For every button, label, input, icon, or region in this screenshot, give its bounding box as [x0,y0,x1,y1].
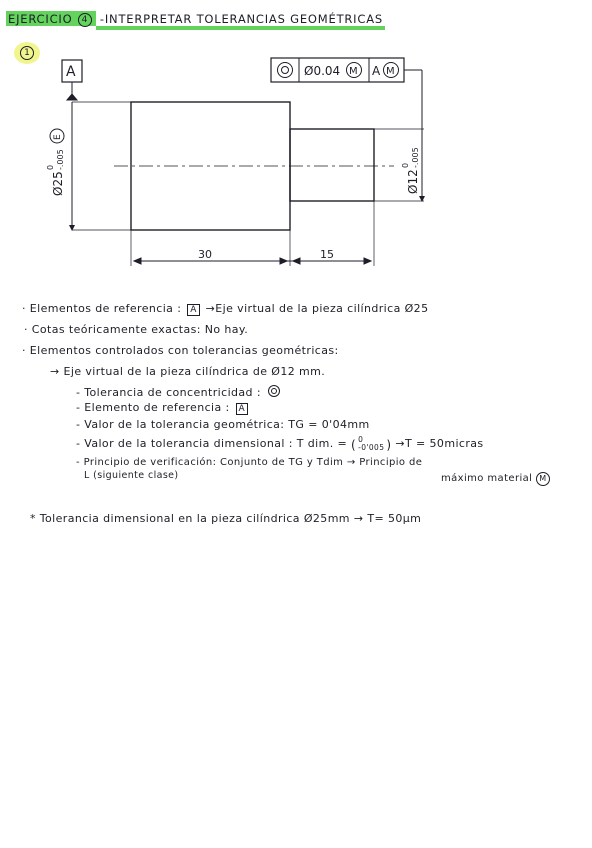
section-number: 1 [20,46,34,60]
note-dimensional-label: - Valor de la tolerancia dimensional : T dim. = [76,437,348,450]
note-max-material [441,472,550,486]
note-reference-desc: →Eje virtual de la pieza cilíndrica Ø25 [205,302,429,315]
note-next-class: L (siguiente clase) [84,470,179,481]
left-dim-upper: 0 [46,164,55,170]
envelope-letter: E [53,134,63,140]
left-dim-lower: -.005 [56,149,65,170]
note-reference-box: A [187,304,200,316]
note-virtual-axis: → Eje virtual de la pieza cilíndrica de Ø12 mm. [50,365,326,378]
len-arrow-right [364,258,371,264]
datum-letter: A [66,64,76,80]
exercise-label: EJERCICIO [8,12,73,26]
len-arrow-mid-r [293,258,300,264]
fcf-modifier: M [349,66,358,77]
left-dim-nominal: Ø25 [51,171,65,196]
exercise-number: 4 [78,13,92,27]
technical-drawing [0,0,592,300]
note-reference-element-label: - Elemento de referencia : [76,401,230,414]
note-reference-element-box: A [236,403,249,415]
note-verification: - Principio de verificación: Conjunto de TG y Tdim → Principio de [76,457,423,468]
tolerance-bracket: ( 0 -0'005 ) [351,435,392,452]
tol-upper: 0 [358,435,364,444]
right-dim-lower: -.005 [411,147,420,168]
tol-lower: -0'005 [358,443,385,452]
note-reference-label: · Elementos de referencia : [22,302,182,315]
right-dim-nominal: Ø12 [406,169,420,194]
datum-triangle [67,94,77,100]
fcf-tolerance: Ø0.04 [304,64,341,78]
len-small-value: 15 [320,248,334,261]
max-material-modifier: M [536,472,550,486]
concentricity-icon [268,385,280,397]
len-arrow-mid-l [280,258,287,264]
concentricity-inner-icon [282,67,289,74]
exercise-title: -INTERPRETAR TOLERANCIAS GEOMÉTRICAS [96,12,385,30]
note-dimensional-result: →T = 50micras [395,437,484,450]
note-reference-element [76,401,250,415]
len-large-value: 30 [198,248,212,261]
note-concentricity [76,385,280,399]
note-geometric-tolerance: - Valor de la tolerancia geométrica: TG = 0'04mm [76,418,370,431]
fcf-datum-modifier: M [386,66,395,77]
note-exact-dims: · Cotas teóricamente exactas: No hay. [24,323,249,336]
note-dimensional-summary: * Tolerancia dimensional en la pieza cilíndrica Ø25mm → T= 50μm [30,512,422,525]
fcf-datum: A [372,64,381,78]
note-reference-elements [22,302,428,316]
note-dimensional-tolerance [76,436,484,452]
right-dim-upper: 0 [401,162,410,168]
note-concentricity-label: - Tolerancia de concentricidad : [76,386,261,399]
note-max-material-label: máximo material [441,473,533,484]
small-cylinder [290,129,374,201]
concentricity-outer-icon [278,63,293,78]
note-controlled-elements: · Elementos controlados con tolerancias geométricas: [22,344,339,357]
len-arrow-left [134,258,141,264]
